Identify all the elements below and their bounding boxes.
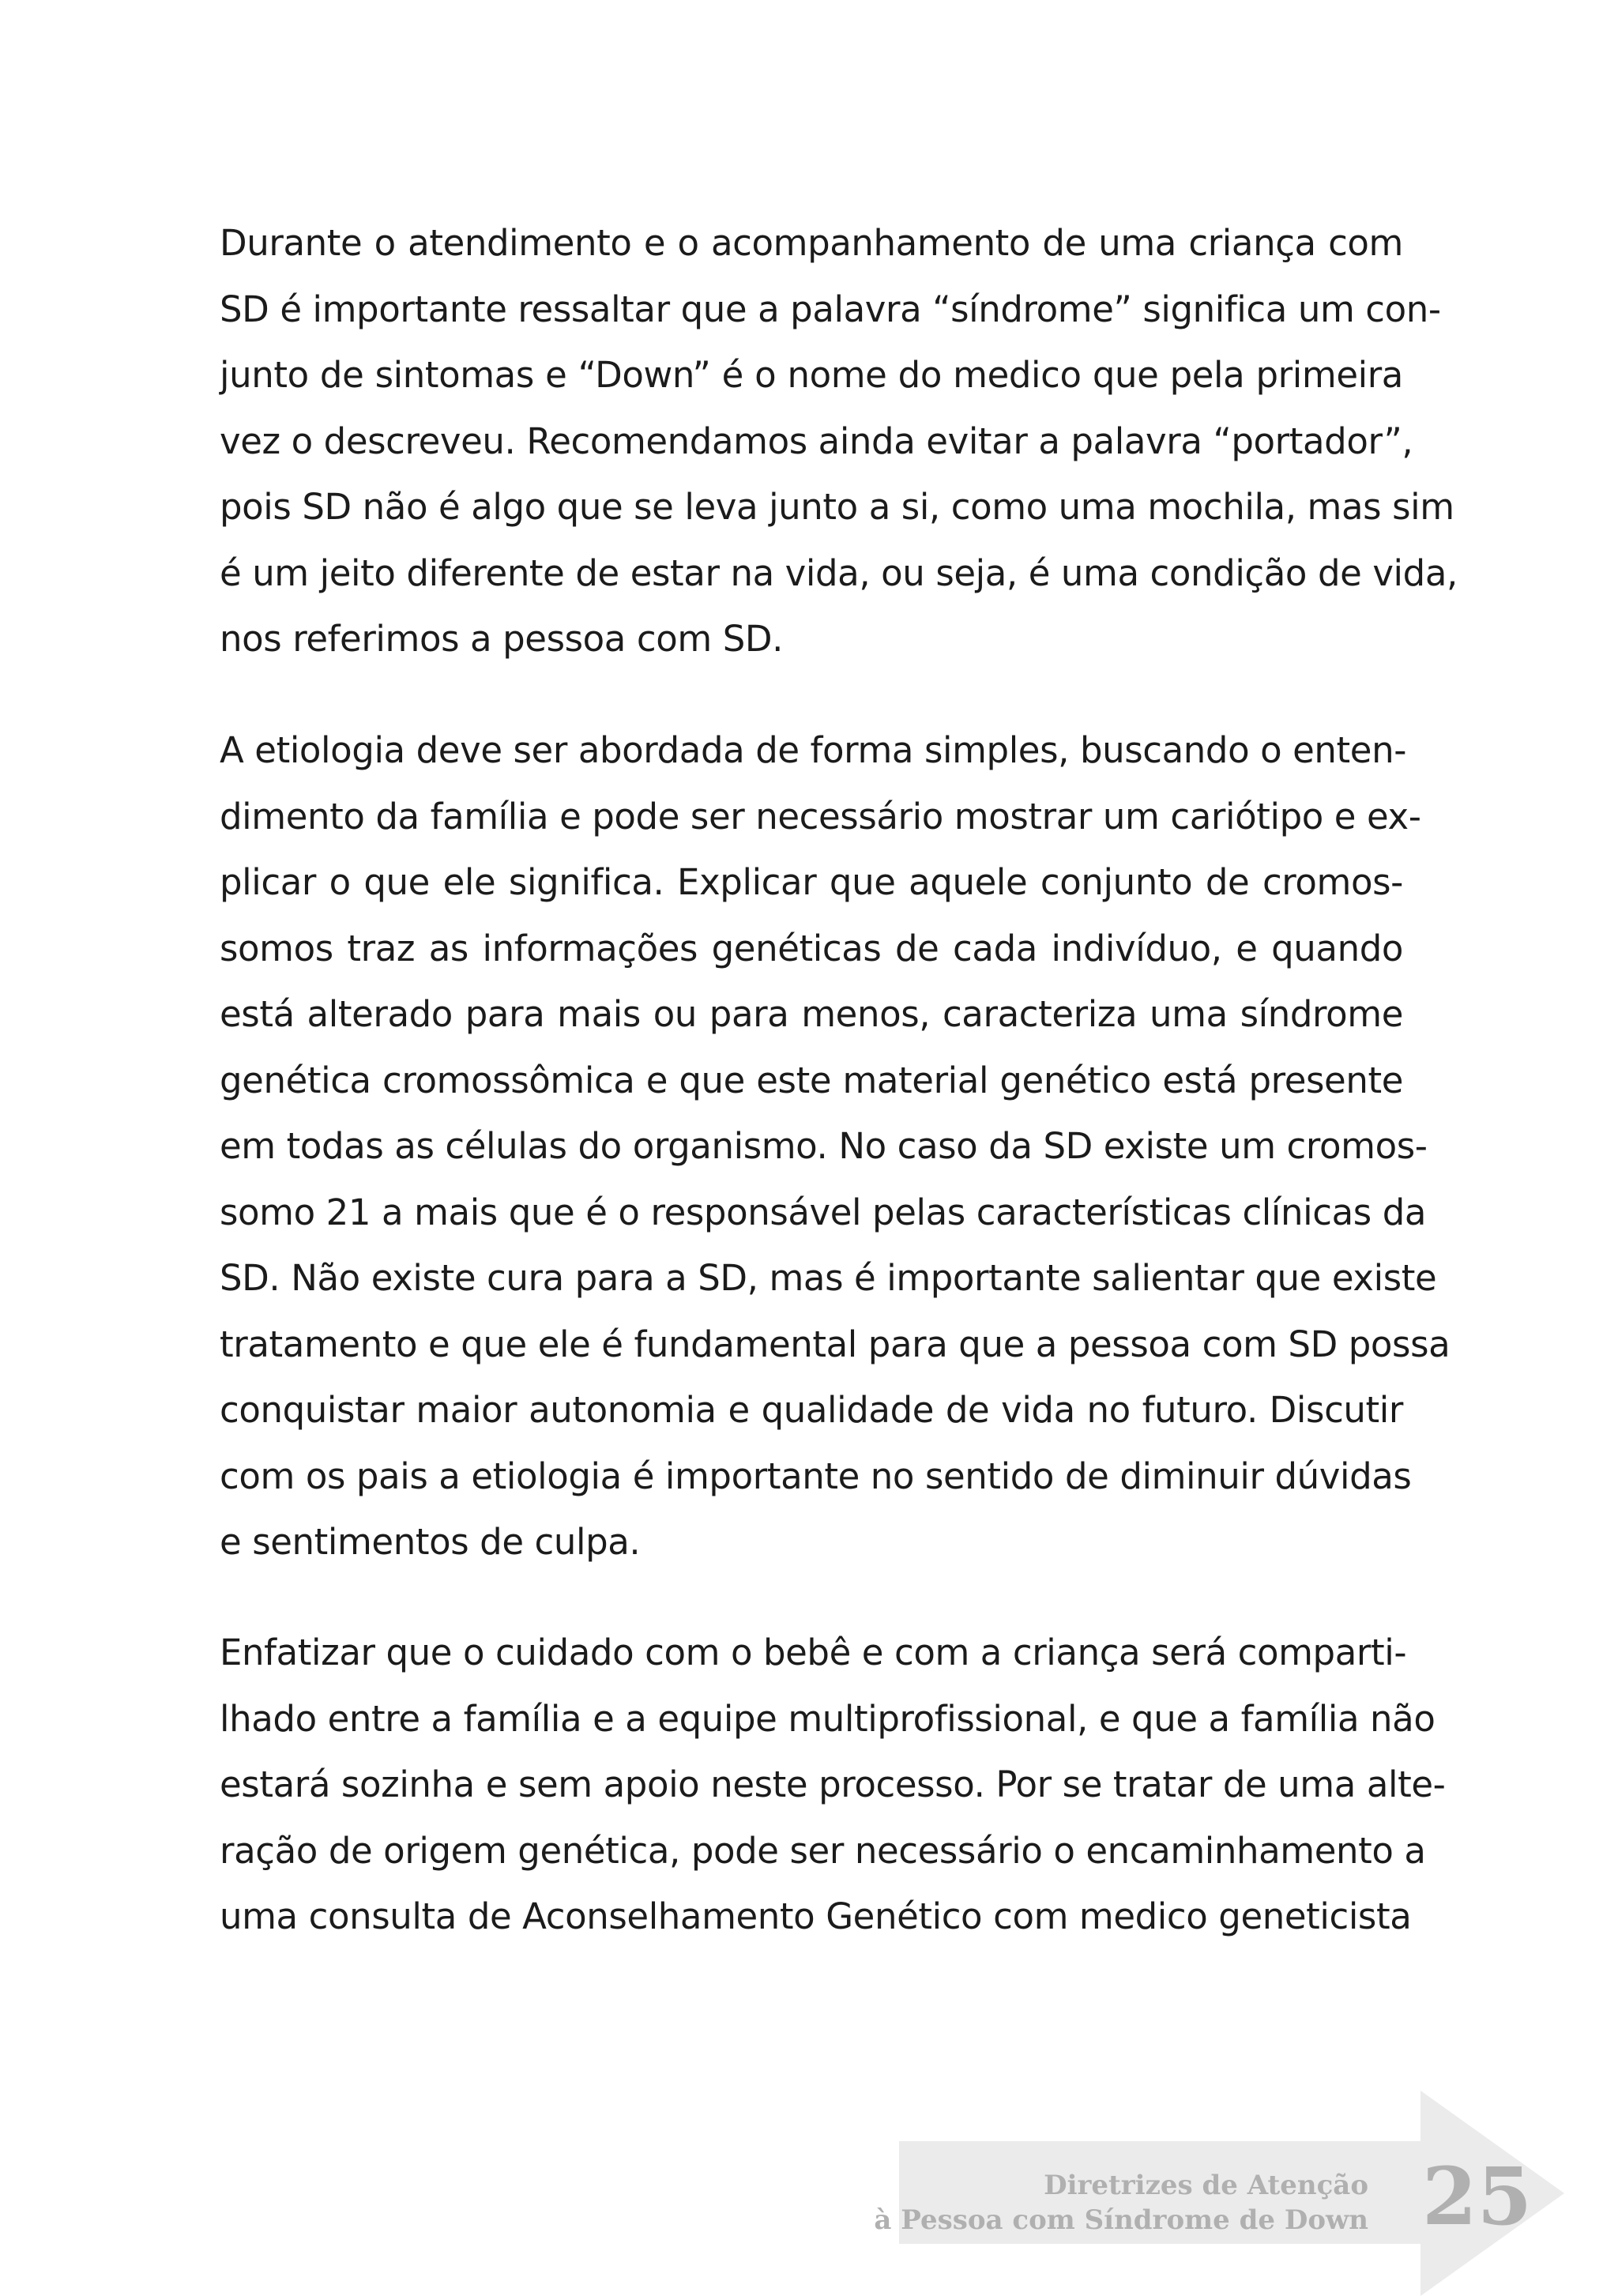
text-line: A etiologia deve ser abordada de forma simples, buscando o enten- <box>220 729 1407 771</box>
text-line: plicar o que ele significa. Explicar que aquele conjunto de cromos- <box>220 861 1403 903</box>
text-line: somo 21 a mais que é o responsável pelas características clínicas da <box>220 1191 1427 1233</box>
text-line: é um jeito diferente de estar na vida, ou seja, é uma condição de vida, <box>220 551 1458 594</box>
text-line: com os pais a etiologia é importante no sentido de diminuir dúvidas <box>220 1455 1412 1497</box>
text-line: em todas as células do organismo. No caso da SD existe um cromos- <box>220 1125 1428 1167</box>
text-line: conquistar maior autonomia e qualidade de vida no futuro. Discutir <box>220 1389 1403 1431</box>
paragraph-2 <box>220 717 1451 1575</box>
text-line: estará sozinha e sem apoio neste processo. Por se tratar de uma alte- <box>220 1763 1446 1805</box>
text-line: uma consulta de Aconselhamento Genético com medico geneticista <box>220 1895 1412 1937</box>
text-line: lhado entre a família e a equipe multiprofissional, e que a família não <box>220 1697 1436 1740</box>
paragraph-1 <box>220 210 1458 672</box>
text-line: dimento da família e pode ser necessário mostrar um cariótipo e ex- <box>220 795 1421 837</box>
page-footer <box>874 2091 1569 2249</box>
footer-title-line2: à Pessoa com Síndrome de Down <box>874 2204 1368 2236</box>
text-line: Enfatizar que o cuidado com o bebê e com a criança será comparti- <box>220 1632 1407 1673</box>
paragraph-3 <box>220 1620 1446 1950</box>
text-line: junto de sintomas e “Down” é o nome do medico que pela primeira <box>220 354 1403 396</box>
text-line: pois SD não é algo que se leva junto a si, como uma mochila, mas sim <box>220 486 1454 528</box>
text-line: Durante o atendimento e o acompanhamento de uma criança com <box>220 222 1403 264</box>
text-line: e sentimentos de culpa. <box>220 1521 641 1563</box>
text-line: vez o descreveu. Recomendamos ainda evitar a palavra “portador”, <box>220 420 1413 462</box>
text-line: ração de origem genética, pode ser necessário o encaminhamento a <box>220 1829 1426 1872</box>
page-number: 25 <box>1422 2150 1533 2243</box>
text-line: genética cromossômica e que este material genético está presente <box>220 1059 1403 1101</box>
text-line: SD é importante ressaltar que a palavra “síndrome” significa um con- <box>220 288 1441 330</box>
footer-title-line1: Diretrizes de Atenção <box>1044 2170 1368 2201</box>
text-line: SD. Não existe cura para a SD, mas é importante salientar que existe <box>220 1257 1437 1299</box>
text-line: tratamento e que ele é fundamental para que a pessoa com SD possa <box>220 1323 1451 1365</box>
text-line: nos referimos a pessoa com SD. <box>220 618 784 660</box>
text-line: está alterado para mais ou para menos, caracteriza uma síndrome <box>220 993 1403 1035</box>
text-line: somos traz as informações genéticas de cada indivíduo, e quando <box>220 927 1403 969</box>
